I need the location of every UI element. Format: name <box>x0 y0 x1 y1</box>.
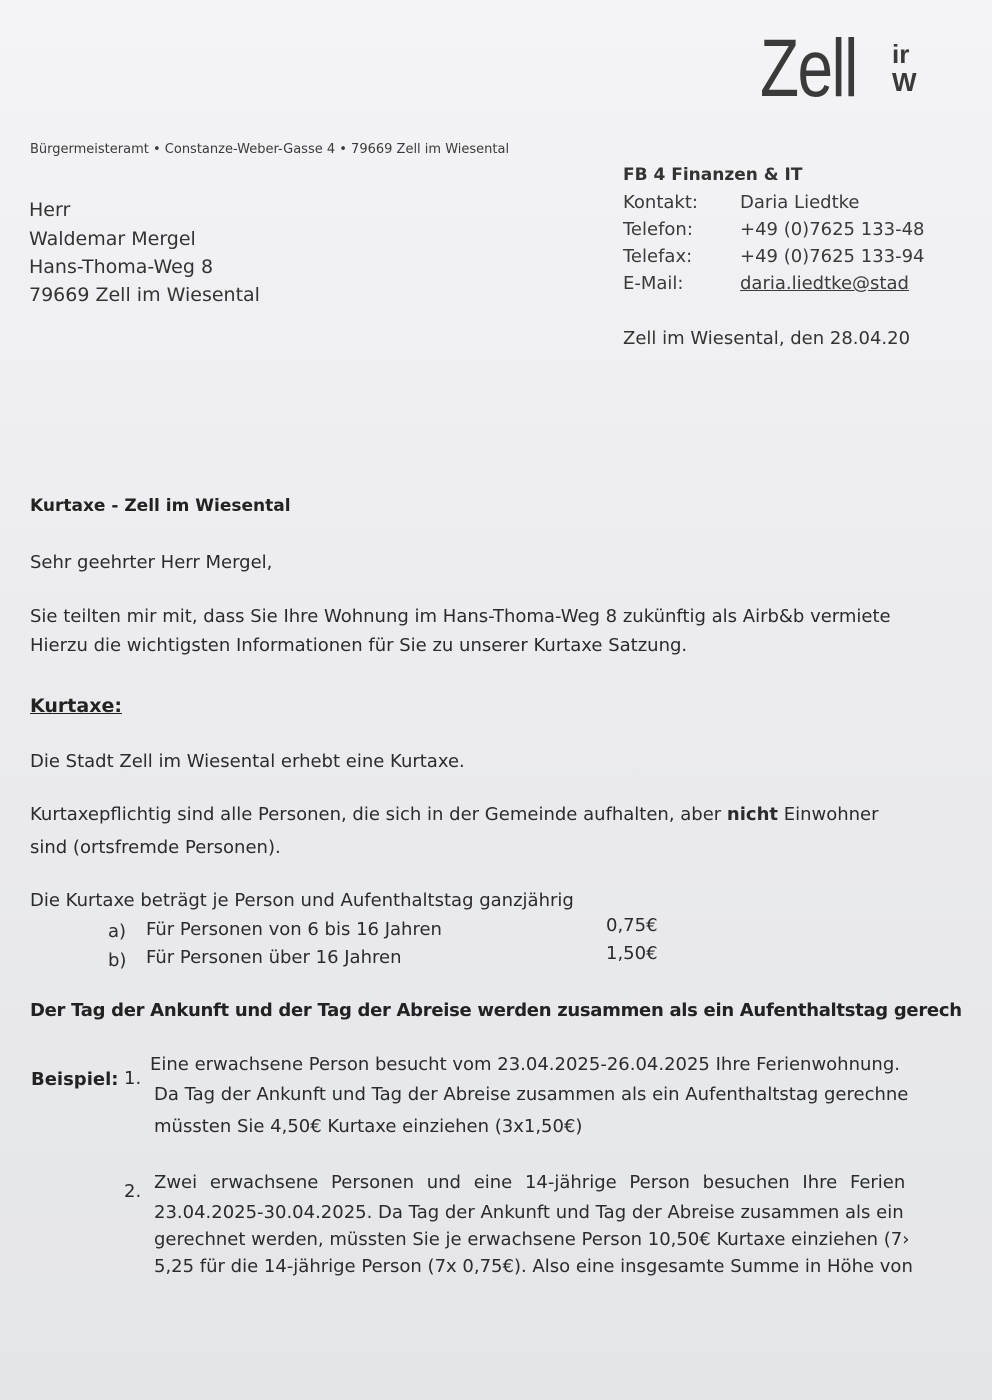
letter-date: Zell im Wiesental, den 28.04.20 <box>623 328 911 349</box>
rate-a-letter: a) <box>108 921 127 942</box>
rate-b-label: Für Personen über 16 Jahren <box>146 947 402 968</box>
example-2-line-2: 23.04.2025-30.04.2025. Da Tag der Ankunft und Tag der Abreise zusammen als ein <box>154 1202 904 1223</box>
recipient-city: 79669 Zell im Wiesental <box>29 284 260 306</box>
recipient-name: Waldemar Mergel <box>29 228 196 250</box>
email-label: E-Mail: <box>623 273 684 294</box>
phone-label: Telefon: <box>623 219 693 240</box>
example-1-line-3: müssten Sie 4,50€ Kurtaxe einziehen (3x1,50€) <box>154 1116 583 1137</box>
paragraph-liable-line-1 <box>30 804 879 825</box>
intro-line-1: Sie teilten mir mit, dass Sie Ihre Wohnung im Hans-Thoma-Weg 8 zukünftig als Airb&b vermiete <box>30 606 891 627</box>
fax-value: +49 (0)7625 133-94 <box>740 246 925 267</box>
paragraph-liable-before: Kurtaxepflichtig sind alle Personen, die sich in der Gemeinde aufhalten, aber <box>30 804 727 825</box>
example-1-number: 1. <box>124 1068 142 1089</box>
example-1-line-1: Eine erwachsene Person besucht vom 23.04.2025-26.04.2025 Ihre Ferienwohnung. <box>150 1054 900 1075</box>
contact-label: Kontakt: <box>623 192 698 213</box>
rate-a-value: 0,75€ <box>606 915 658 936</box>
sender-address-line: Bürgermeisteramt • Constanze-Weber-Gasse 4 • 79669 Zell im Wiesental <box>30 142 510 157</box>
logo-wordmark: Zell <box>760 23 857 114</box>
rate-b-letter: b) <box>108 950 127 971</box>
logo-suffix <box>892 40 917 96</box>
logo-suffix-top: ir <box>892 39 910 69</box>
recipient-street: Hans-Thoma-Weg 8 <box>29 256 214 278</box>
paragraph-liable-after: Einwohner <box>778 804 879 825</box>
letter-subject: Kurtaxe - Zell im Wiesental <box>30 496 291 516</box>
example-1-line-2: Da Tag der Ankunft und Tag der Abreise zusammen als ein Aufenthaltstag gerechne <box>154 1084 909 1105</box>
phone-value: +49 (0)7625 133-48 <box>740 219 925 240</box>
example-2-line-4: 5,25 für die 14-jährige Person (7x 0,75€). Also eine insgesamte Summe in Höhe von <box>154 1256 913 1277</box>
rate-b-value: 1,50€ <box>606 943 658 964</box>
example-label: Beispiel: <box>31 1069 119 1090</box>
arrival-departure-rule: Der Tag der Ankunft und der Tag der Abreise werden zusammen als ein Aufenthaltstag gerech <box>30 1000 962 1021</box>
paragraph-liable-line-2: sind (ortsfremde Personen). <box>30 837 281 858</box>
example-2-line-1: Zwei erwachsene Personen und eine 14-jährige Person besuchen Ihre Ferien <box>154 1172 906 1193</box>
department: FB 4 Finanzen & IT <box>623 165 803 185</box>
rates-intro: Die Kurtaxe beträgt je Person und Aufenthaltstag ganzjährig <box>30 890 574 911</box>
greeting: Sehr geehrter Herr Mergel, <box>30 552 273 573</box>
fax-label: Telefax: <box>623 246 693 267</box>
paragraph-liable-emphasis: nicht <box>726 804 778 825</box>
paragraph-levy: Die Stadt Zell im Wiesental erhebt eine Kurtaxe. <box>30 751 465 772</box>
example-2-number: 2. <box>124 1181 142 1202</box>
example-2-line-3: gerechnet werden, müssten Sie je erwachsene Person 10,50€ Kurtaxe einziehen (7› <box>154 1229 910 1250</box>
contact-person: Daria Liedtke <box>740 192 860 213</box>
email-link[interactable]: daria.liedtke@stad <box>740 273 909 294</box>
rate-a-label: Für Personen von 6 bis 16 Jahren <box>146 919 442 940</box>
logo-suffix-bottom: W <box>892 67 917 97</box>
section-title: Kurtaxe: <box>30 695 122 717</box>
intro-line-2: Hierzu die wichtigsten Informationen für Sie zu unserer Kurtaxe Satzung. <box>30 635 688 656</box>
recipient-salutation: Herr <box>29 199 71 221</box>
